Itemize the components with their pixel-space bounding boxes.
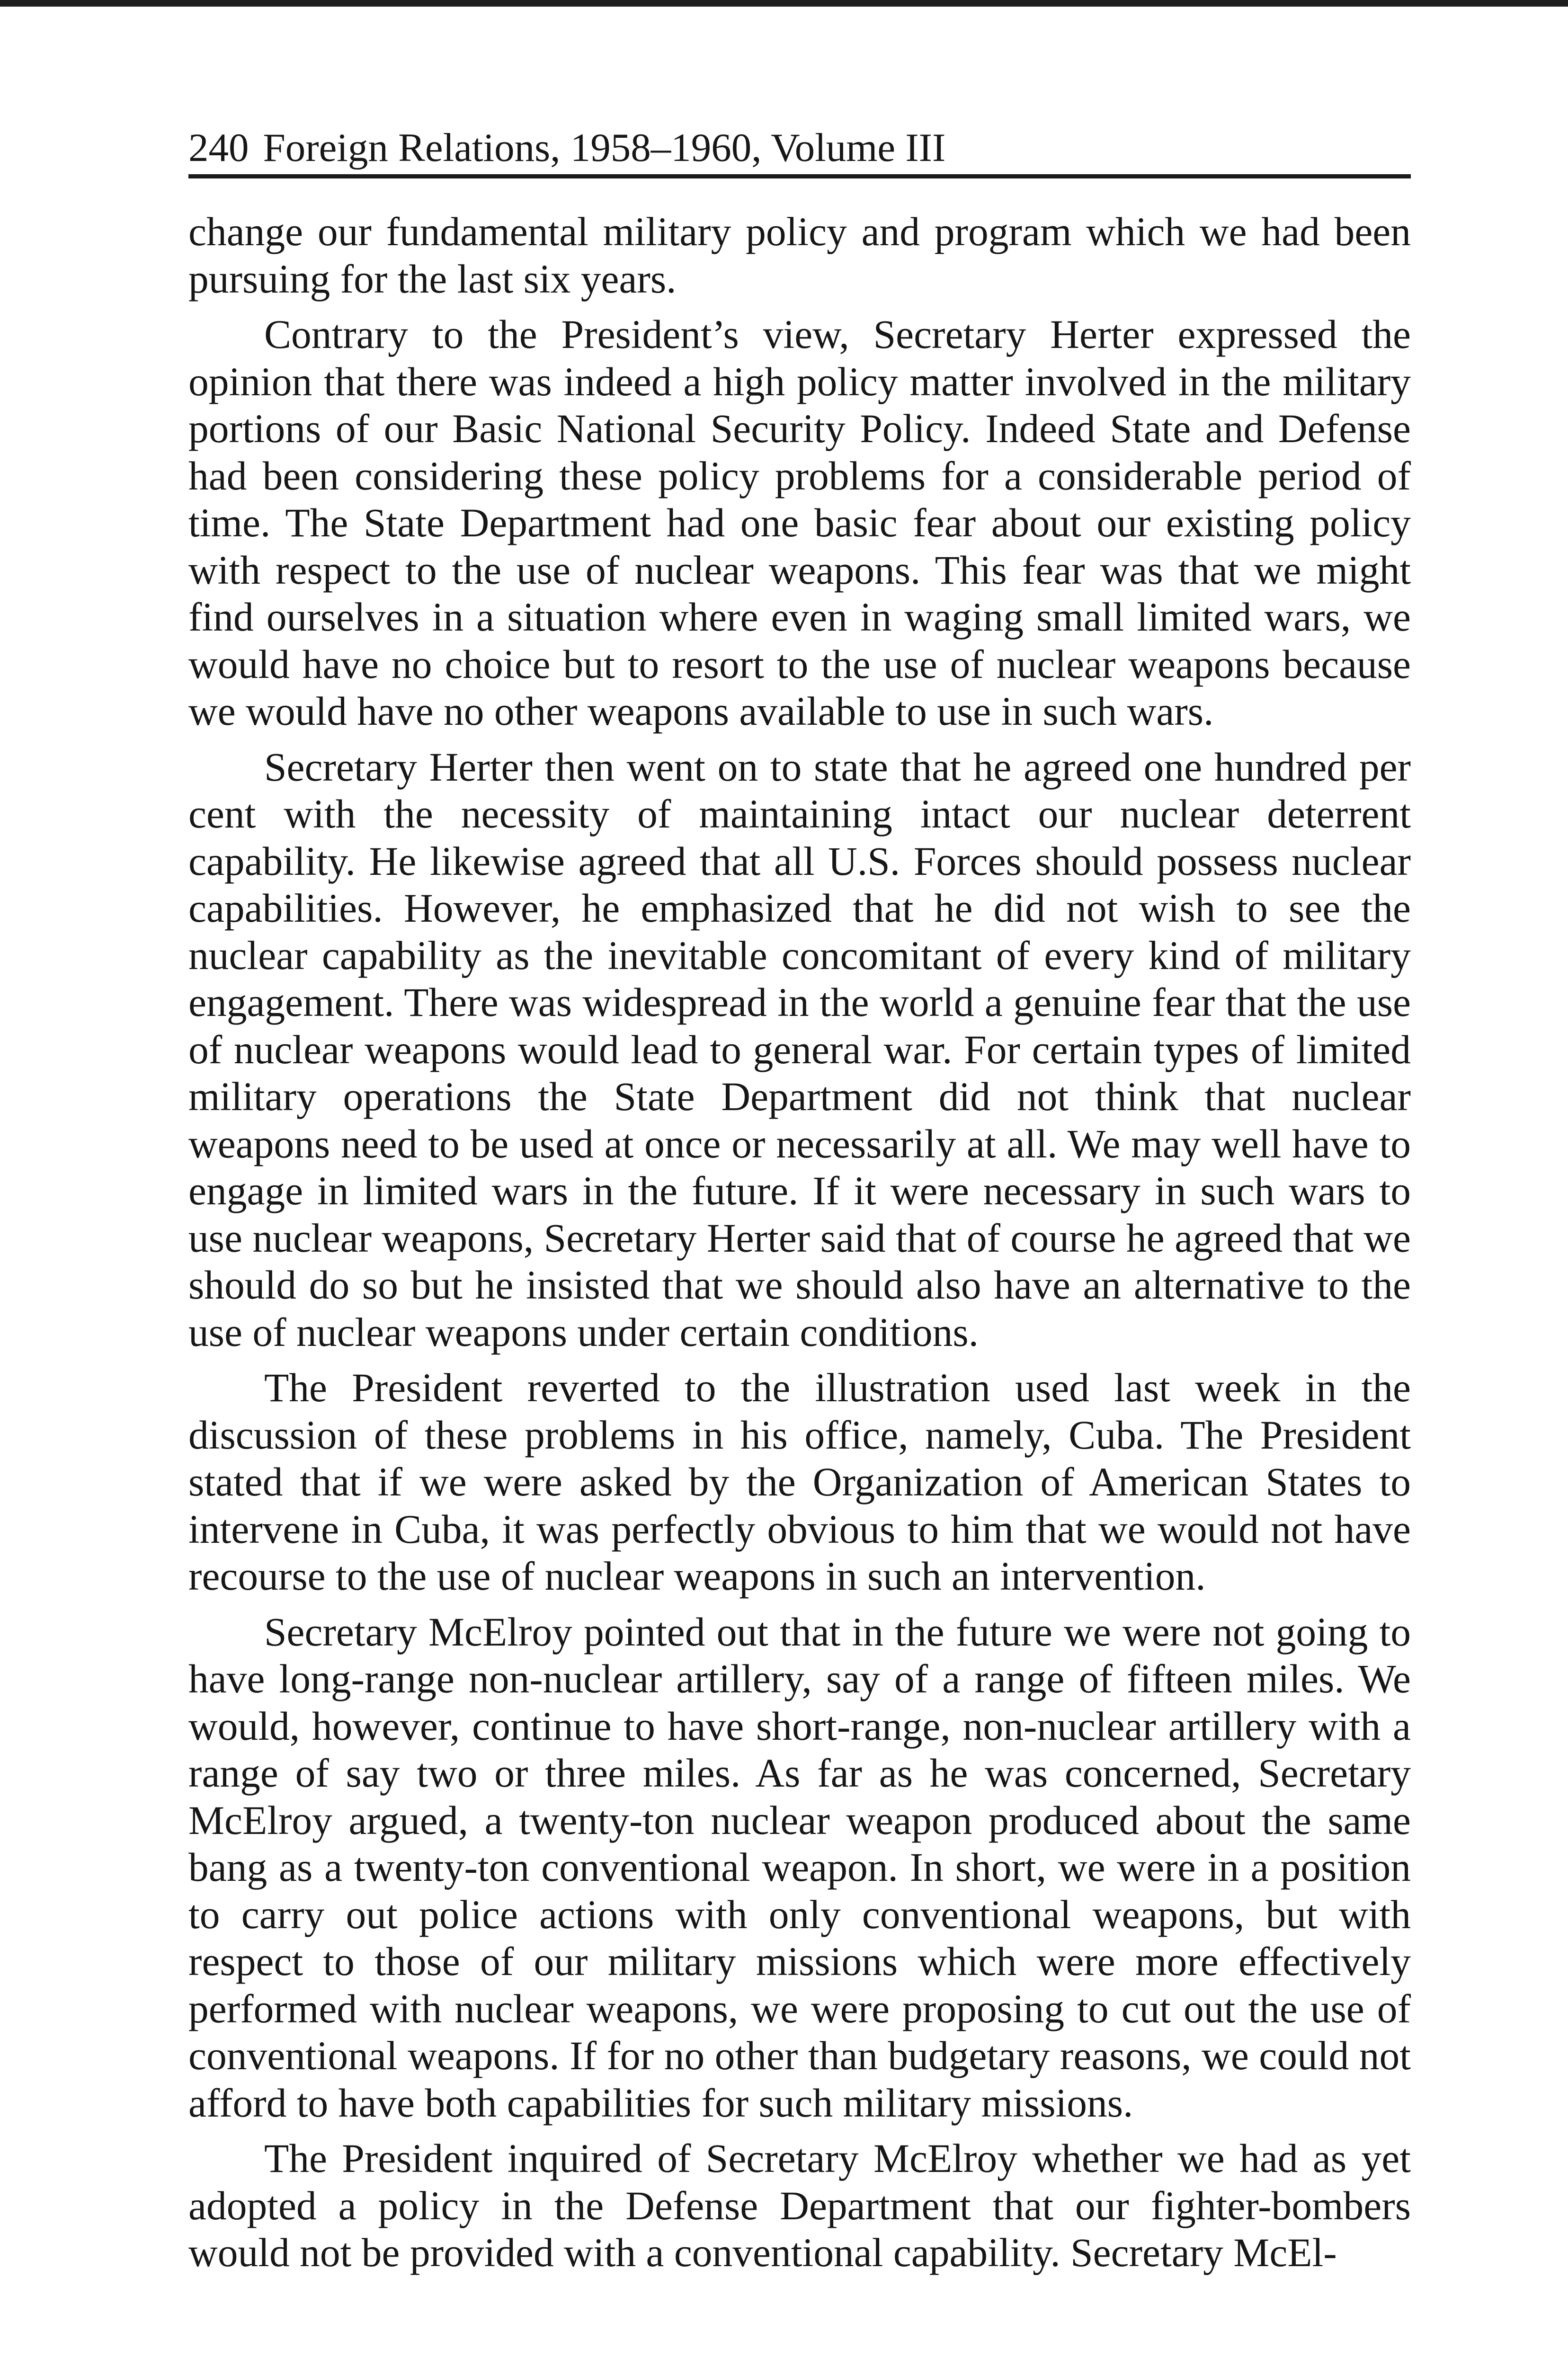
- running-header: [188, 124, 1411, 178]
- paragraph: Contrary to the President’s view, Secretary Herter expressed the opinion that there was indeed a high policy matter involved in the military portions of our Basic National Security Policy. Indeed State and Defense had been considering these policy problems for a considerable period of time. The State Department had one basic fear about our existing policy with respect to the use of nuclear weapons. This fear was that we might find ourselves in a situation where even in waging small limited wars, we would have no choice but to resort to the use of nuclear weapons because we would have no other weapons available to use in such wars.: [188, 312, 1411, 734]
- paragraph: Secretary Herter then went on to state that he agreed one hundred per cent with the necessity of maintaining intact our nuclear deterrent capability. He likewise agreed that all U.S. Forces should possess nuclear capabilities. However, he emphasized that he did not wish to see the nuclear capability as the inevitable concomitant of every kind of military engagement. There was widespread in the world a genuine fear that the use of nuclear weapons would lead to general war. For certain types of limited military operations the State Department did not think that nuclear weapons need to be used at once or necessarily at all. We may well have to engage in limited wars in the future. If it were necessary in such wars to use nuclear weapons, Secretary Herter said that of course he agreed that we should do so but he insisted that we should also have an alternative to the use of nuclear weapons under certain conditions.: [188, 745, 1411, 1355]
- page-number: 240: [188, 125, 249, 170]
- paragraph: The President inquired of Secretary McElroy whether we had as yet adopted a policy in the Defense Department that our fighter-bombers would not be provided with a conventional capability. Secretary McEl-: [188, 2136, 1411, 2275]
- document-body: [188, 209, 1411, 2277]
- paragraph-continued: change our fundamental military policy and program which we had been pursuing for the last six years.: [188, 210, 1411, 302]
- running-title: Foreign Relations, 1958–1960, Volume III: [263, 125, 946, 170]
- document-page: [188, 124, 1411, 2286]
- paragraph: Secretary McElroy pointed out that in the future we were not going to have long-range non-nuclear artillery, say of a range of fifteen miles. We would, however, continue to have short-range, non-nuclear artillery with a range of say two or three miles. As far as he was concerned, Secretary McElroy argued, a twenty-ton nuclear weapon produced about the same bang as a twenty-ton conventional weapon. In short, we were in a position to carry out police actions with only conventional weapons, but with respect to those of our military missions which were more effectively performed with nuclear weapons, we were proposing to cut out the use of conventional weapons. If for no other than budgetary reasons, we could not afford to have both capabilities for such military missions.: [188, 1610, 1411, 2126]
- paragraph: The President reverted to the illustration used last week in the discussion of these problems in his office, namely, Cuba. The President stated that if we were asked by the Organization of American States to intervene in Cuba, it was perfectly obvious to him that we would not have recourse to the use of nuclear weapons in such an intervention.: [188, 1366, 1411, 1599]
- page-top-border: [0, 0, 1568, 7]
